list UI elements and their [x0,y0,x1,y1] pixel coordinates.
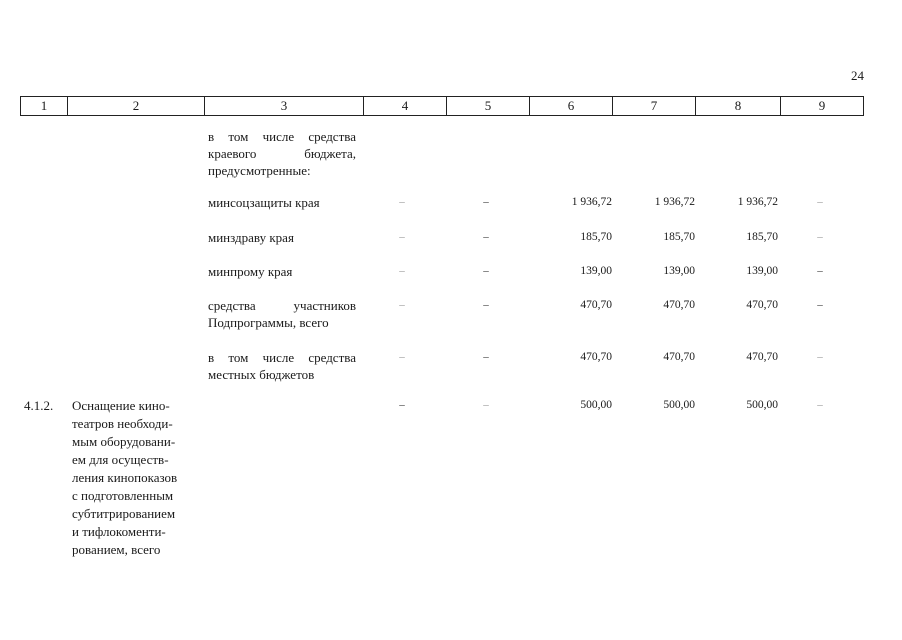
header-col-9: 9 [780,97,863,115]
header-col-7: 7 [612,97,695,115]
row-text-participants: средства участников Подпрограммы, всего [208,298,356,330]
row5-col8: 470,70 [746,351,778,363]
item-description-line: мым оборудовани- [72,434,176,449]
item-description-line: ем для осуществ- [72,452,169,467]
row1-col8: 1 936,72 [737,196,778,208]
item-description-line: Оснащение кино- [72,398,170,413]
row1-col6: 1 936,72 [571,196,612,208]
table-header-row [20,96,864,116]
row2-col6: 185,70 [580,231,612,243]
row5-col7: 470,70 [663,351,695,363]
row5-col5: – [483,351,489,363]
row5-col4: – [399,351,405,363]
item-col8: 500,00 [746,399,778,411]
header-col-2: 2 [67,97,204,115]
item-col5: – [483,399,489,411]
row3-col7: 139,00 [663,265,695,277]
item-description-line: рованием, всего [72,542,161,557]
item-description-line: субтитрированием [72,506,176,521]
row2-col8: 185,70 [746,231,778,243]
row4-col9: – [817,299,823,311]
header-col-3: 3 [204,97,363,115]
row3-col9: – [817,265,823,277]
item-col9: – [817,399,823,411]
row2-col4: – [399,231,405,243]
item-description-line: ления кинопоказов [72,470,178,485]
row1-col4: – [399,196,405,208]
header-col-5: 5 [446,97,529,115]
row3-col6: 139,00 [580,265,612,277]
row3-col8: 139,00 [746,265,778,277]
item-col6: 500,00 [580,399,612,411]
header-col-8: 8 [695,97,780,115]
header-col-4: 4 [363,97,446,115]
item-code: 4.1.2. [24,398,54,413]
row5-col6: 470,70 [580,351,612,363]
row-text-local-budgets: в том числе средства местных бюджетов [208,350,356,382]
item-description-line: с подготовленным [72,488,174,503]
item-col7: 500,00 [663,399,695,411]
row4-col7: 470,70 [663,299,695,311]
row-text-minprom: минпрому края [208,264,293,279]
item-description [72,397,196,559]
row5-col9: – [817,351,823,363]
row2-col9: – [817,231,823,243]
row-text-regional-budget: в том числе средства краевого бюджета, предусмотренные: [208,129,356,178]
header-col-1: 1 [40,98,48,113]
row4-col8: 470,70 [746,299,778,311]
row3-col5: – [483,265,489,277]
item-description-line: и тифлокоменти- [72,524,166,539]
row1-col9: – [817,196,823,208]
header-col-6: 6 [529,97,612,115]
row4-col5: – [483,299,489,311]
row-text-minzdrav: минздраву края [208,230,294,245]
row1-col7: 1 936,72 [654,196,695,208]
row-text-minsoczashity: минсоцзащиты края [208,195,320,210]
row2-col5: – [483,231,489,243]
item-description-line: театров необходи- [72,416,173,431]
page-number: 24 [851,68,864,83]
row4-col6: 470,70 [580,299,612,311]
row2-col7: 185,70 [663,231,695,243]
item-col4: – [399,399,405,411]
row1-col5: – [483,196,489,208]
row4-col4: – [399,299,405,311]
row3-col4: – [399,265,405,277]
